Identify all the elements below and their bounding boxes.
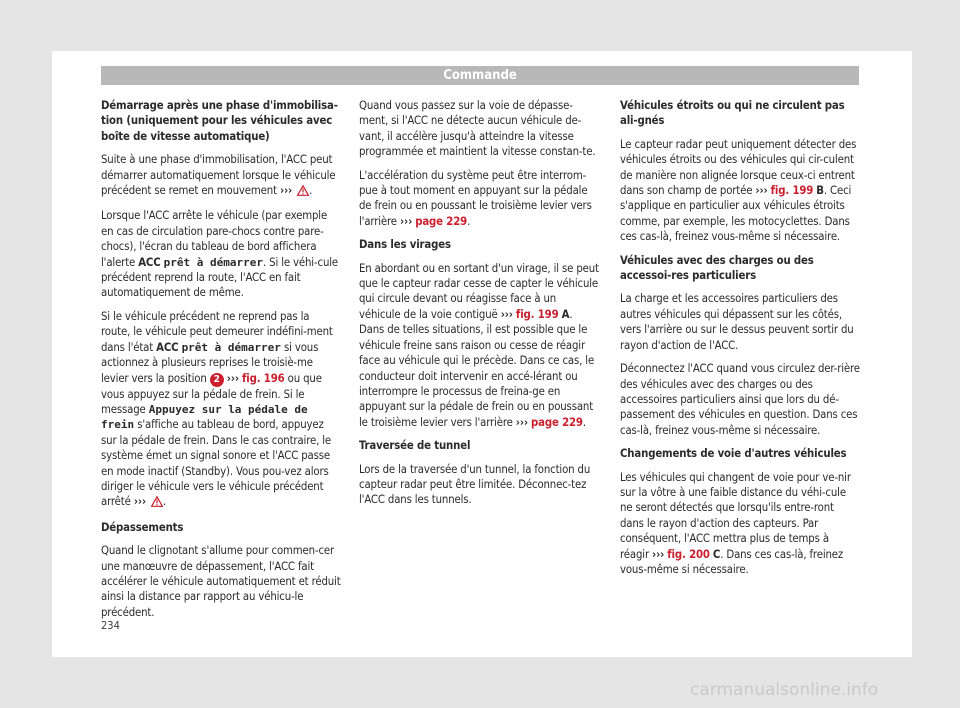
- watermark: carmanualsonline.info: [690, 680, 879, 700]
- link-arrow[interactable]: ›››: [652, 547, 665, 561]
- display-message: prêt à démarrer: [163, 255, 263, 269]
- column-3: [620, 98, 860, 585]
- heading-changements-voie: Changements de voie d'autres véhicules: [620, 447, 847, 461]
- figure-link[interactable]: fig. 199: [515, 307, 559, 321]
- figure-letter: A: [561, 307, 570, 321]
- paragraph: En abordant ou en sortant d'un virage, il se peut que le capteur radar cesse de capter le véhicule qui circule devant ou réagisse face à un véhicule de la voie contiguë ››› fig. 199 A. Dans de telles situations, il est possible que le véhicule freine sans raison ou cesse de réagir face au véhicule qui le précède. Dans ce cas, le conducteur doit intervenir en accé-lérant ou interrompre le processus de freina-ge en appuyant sur la pédale de frein ou en poussant le troisième levier vers l'arrière ››› page 229.: [359, 261, 599, 429]
- heading-depassements: Dépassements: [101, 520, 184, 534]
- page-number: 234: [101, 619, 120, 632]
- paragraph: Suite à une phase d'immobilisation, l'ACC peut démarrer automatiquement lorsque le véhicule précédent se remet en mouvement ››› .: [101, 152, 341, 200]
- paragraph: L'accélération du système peut être interrom-pue à tout moment en appuyant sur la pédale de frein ou en poussant le troisième levier vers l'arrière ››› page 229.: [359, 168, 592, 228]
- position-badge: 2: [210, 373, 224, 387]
- text: s'affiche au tableau de bord, appuyez sur la pédale de frein. Dans le cas contraire, le système émet un signal sonore et l'ACC passe en mode inactif (Standby). Vous pou-vez alors diriger le véhicule vers le véhicule précédent arrêté: [101, 418, 332, 509]
- link-arrow[interactable]: ›››: [279, 184, 293, 198]
- link-arrow[interactable]: ›››: [755, 184, 768, 198]
- text: . Si le véhi-cule précédent reprend la route, l'ACC en fait automatiquement de même.: [101, 255, 339, 300]
- text: Si le véhicule précédent ne reprend pas la route, le véhicule peut demeurer indéfini-ment dans l'état: [101, 309, 333, 354]
- text: si vous actionnez à plusieurs reprises le troisiè-me levier vers la position: [101, 340, 319, 385]
- link-arrow[interactable]: ›››: [226, 371, 239, 385]
- paragraph: Déconnectez l'ACC quand vous circulez der-rière des véhicules avec des charges ou des accessoires particuliers ainsi que lors du dé-passement des véhicules en question. Dans ces cas-là, freinez vous-même si nécessaire.: [620, 362, 860, 437]
- text: . Dans ces cas-là, freinez vous-même si nécessaire.: [620, 547, 844, 576]
- heading-demarrage: Démarrage après une phase d'immobilisa-tion (uniquement pour les véhicules avec boîte de vitesse automatique): [101, 99, 338, 143]
- page-link[interactable]: page 229: [531, 415, 583, 429]
- paragraph: Lors de la traversée d'un tunnel, la fonction du capteur radar peut être limitée. Déconnec-tez l'ACC dans les tunnels.: [359, 462, 591, 507]
- paragraph: [620, 137, 860, 245]
- heading-tunnel: Traversée de tunnel: [359, 439, 471, 453]
- figure-link[interactable]: fig. 199: [770, 184, 814, 198]
- heading-vehicules-etroits: Véhicules étroits ou qui ne circulent pas ali-gnés: [620, 99, 845, 128]
- link-arrow[interactable]: ›››: [515, 415, 528, 429]
- figure-link[interactable]: fig. 196: [241, 371, 285, 385]
- paragraph: Si le véhicule précédent ne reprend pas la route, le véhicule peut demeurer indéfini-ment dans l'état ACC prêt à démarrer si vous actionnez à plusieurs reprises le troisiè-me levier vers la position 2 ››› fig. 196 ou que vous appuyez sur la pédale de frein. Si le message Appuyez sur la pédale de frein s'affiche au tableau de bord, appuyez sur la pédale de frein. Dans le cas contraire, le système émet un signal sonore et l'ACC passe en mode inactif (Standby). Vous pou-vez alors diriger le véhicule vers le véhicule précédent arrêté ››› .: [101, 309, 341, 512]
- display-message: prêt à démarrer: [181, 340, 281, 354]
- text: L'accélération du système peut être interrom-pue à tout moment en appuyant sur la pédale de frein ou en poussant le troisième levier vers l'arrière: [359, 168, 592, 228]
- link-arrow[interactable]: ›››: [500, 307, 513, 321]
- column-1: [101, 98, 341, 628]
- figure-link[interactable]: fig. 200: [667, 547, 710, 561]
- paragraph: [620, 470, 860, 578]
- acc-label: ACC: [156, 340, 179, 354]
- warning-icon: [151, 496, 163, 511]
- text: Le capteur radar peut uniquement détecter des véhicules étroits ou des véhicules qui cir-culent de manière non alignée lorsque ceux-ci entrent dans son champ de portée: [620, 137, 857, 198]
- page-link[interactable]: page 229: [415, 214, 468, 228]
- paragraph: Quand vous passez sur la voie de dépasse-ment, si l'ACC ne détecte aucun véhicule de-vant, il accélère jusqu'à atteindre la vitesse programmée et maintient la vitesse constan-te.: [359, 99, 596, 159]
- column-2: [359, 98, 599, 516]
- text: En abordant ou en sortant d'un virage, il se peut que le capteur radar cesse de capter le véhicule qui circule devant ou réagisse face à un véhicule de la voie contiguë: [359, 261, 599, 321]
- heading-virages: Dans les virages: [359, 238, 451, 252]
- figure-letter: B: [816, 184, 824, 198]
- warning-icon: [297, 185, 309, 200]
- heading-charges: Véhicules avec des charges ou des accessoi-res particuliers: [620, 253, 814, 283]
- figure-letter: C: [712, 547, 721, 561]
- paragraph: La charge et les accessoires particuliers des autres véhicules qui dépassent sur les côtés, vers l'arrière ou sur le dessus peuvent sortir du rayon d'action de l'ACC.: [620, 292, 854, 352]
- text: Lorsque l'ACC arrête le véhicule (par exemple en cas de circulation pare-chocs contre pare-chocs), l'écran du tableau de bord affichera l'alerte: [101, 209, 328, 269]
- paragraph: Quand le clignotant s'allume pour commen-cer une manœuvre de dépassement, l'ACC fait accélérer le véhicule automatiquement et réduit ainsi la distance par rapport au véhicu-le précédent.: [101, 544, 341, 619]
- paragraph: [101, 208, 341, 300]
- display-message: Appuyez sur la pédale de frein: [101, 402, 308, 432]
- text: . Ceci s'applique en particulier aux véhicules étroits comme, par exemple, les motocyclettes. Dans ces cas-là, freinez vous-même si nécessaire.: [620, 184, 852, 244]
- link-arrow[interactable]: ›››: [400, 214, 413, 228]
- acc-label: ACC: [138, 255, 161, 269]
- link-arrow[interactable]: ›››: [133, 495, 146, 509]
- text: Les véhicules qui changent de voie pour ve-nir sur la vôtre à une faible distance du véhi-cule ne seront détectés que lorsqu'ils entre-ront dans le rayon d'action des capteurs. Par conséquent, l'ACC mettra plus de temps à réagir: [620, 470, 851, 561]
- text: ou que vous appuyez sur la pédale de frein. Si le message: [101, 371, 322, 416]
- text: Suite à une phase d'immobilisation, l'ACC peut démarrer automatiquement lorsque le véhicule précédent se remet en mouvement: [101, 153, 336, 198]
- text: . Dans de telles situations, il est possible que le véhicule freine sans raison ou cesse de réagir face au véhicule qui le précède. Dans ce cas, le conducteur doit intervenir en accé-lérant ou interrompre le processus de freina-ge en appuyant sur la pédale de frein ou en poussant le troisième levier vers l'arrière: [359, 307, 595, 429]
- section-header: Commande: [101, 66, 859, 85]
